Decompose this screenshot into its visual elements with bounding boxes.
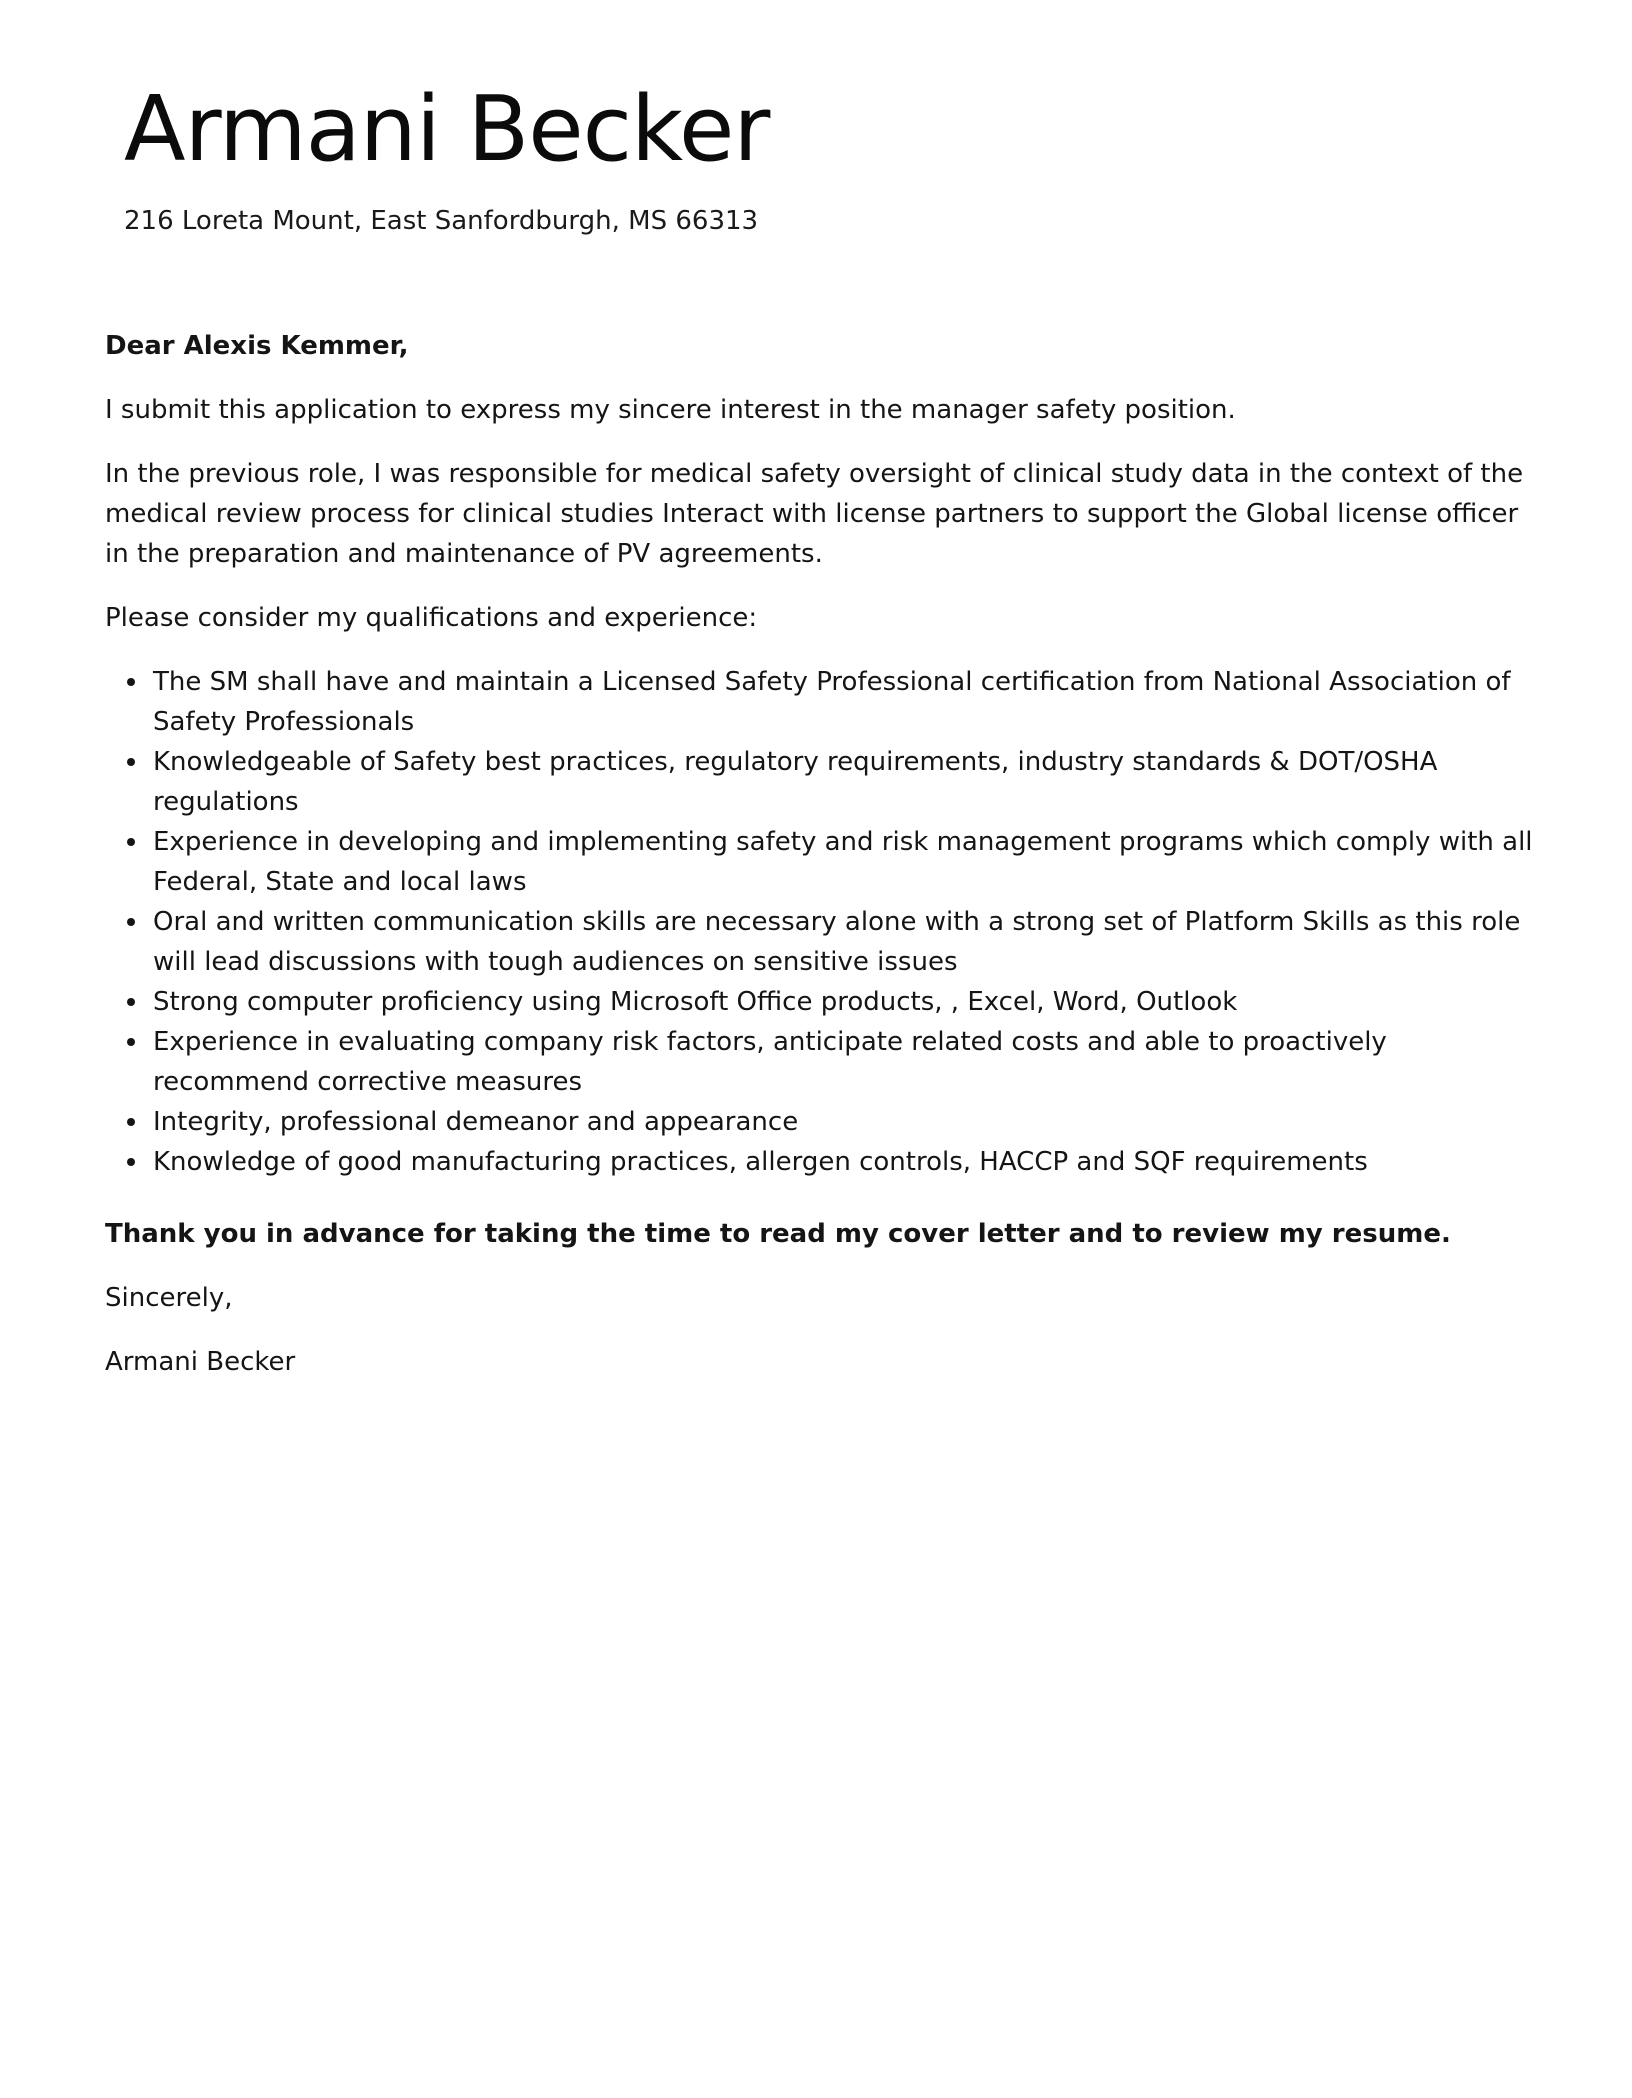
qualification-item: Strong computer proficiency using Microsoft Office products, , Excel, Word, Outlook (153, 982, 1535, 1022)
thank-you-statement: Thank you in advance for taking the time to read my cover letter and to review my resume. (105, 1219, 1451, 1249)
qualification-item: Integrity, professional demeanor and appearance (153, 1102, 1535, 1142)
qualification-item: Knowledgeable of Safety best practices, regulatory requirements, industry standards & DOT/OSHA regulations (153, 742, 1535, 822)
qualifications-list (105, 662, 1535, 1182)
qualification-item: The SM shall have and maintain a Licensed Safety Professional certification from National Association of Safety Professionals (153, 662, 1535, 742)
qualification-item: Oral and written communication skills are necessary alone with a strong set of Platform Skills as this role will lead discussions with tough audiences on sensitive issues (153, 902, 1535, 982)
applicant-address: 216 Loreta Mount, East Sanfordburgh, MS 66313 (124, 206, 759, 236)
qualification-item: Experience in developing and implementing safety and risk management programs which comply with all Federal, State and local laws (153, 822, 1535, 902)
applicant-name: Armani Becker (124, 77, 770, 182)
intro-paragraph: I submit this application to express my sincere interest in the manager safety position. (105, 395, 1236, 425)
signature-name: Armani Becker (105, 1347, 296, 1377)
qualification-item: Experience in evaluating company risk factors, anticipate related costs and able to proactively recommend corrective measures (153, 1022, 1535, 1102)
letter-body (105, 326, 1535, 1406)
previous-role-paragraph: In the previous role, I was responsible for medical safety oversight of clinical study data in the context of the medical review process for clinical studies Interact with license partners to support the Global license officer in the preparation and maintenance of PV agreements. (105, 459, 1524, 569)
salutation: Dear Alexis Kemmer, (105, 331, 409, 361)
qualification-item: Knowledge of good manufacturing practices, allergen controls, HACCP and SQF requirements (153, 1142, 1535, 1182)
closing-phrase: Sincerely, (105, 1283, 233, 1313)
qualifications-intro: Please consider my qualifications and experience: (105, 603, 758, 633)
